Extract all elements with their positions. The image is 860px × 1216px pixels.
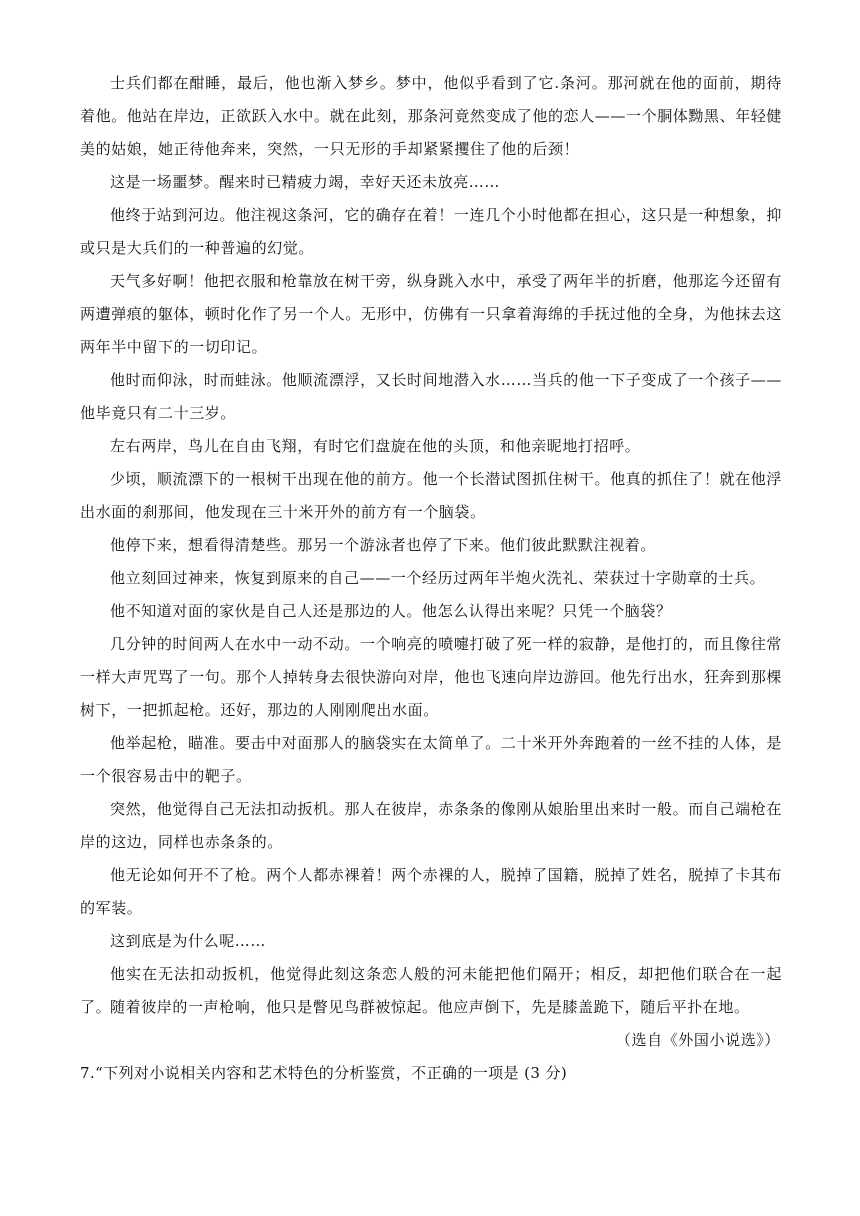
paragraph-stop: 他停下来，想看得清楚些。那另一个游泳者也停了下来。他们彼此默默注视着。 <box>110 536 657 554</box>
paragraph-swimming: 他时而仰泳，时而蛙泳。他顺流漂浮，又长时间地潜入水……当兵的他一下子变成了一个孩子——他毕竟只有二十三岁。 <box>80 371 782 422</box>
paragraph-nightmare: 这是一场噩梦。醒来时已精疲力竭，幸好天还未放亮…… <box>110 173 501 191</box>
paragraph-soldier-again: 他立刻回过神来，恢复到原来的自己——一个经历过两年半炮火洗礼、荣获过十字勋章的士兵。 <box>110 569 766 587</box>
paragraph-gunshot: 随着彼岸的一声枪响，他只是瞥见鸟群被惊起。他应声倒下，先是膝盖跪下，随后平扑在地。 <box>110 998 750 1016</box>
paragraph-which-side: 他不知道对面的家伙是自己人还是那边的人。他怎么认得出来呢？只凭一个脑袋？ <box>110 602 672 620</box>
paragraph-jump-in: 天气多好啊！他把衣服和枪靠放在树干旁，纵身跳入水中，承受了两年半的折磨，他那迄今还留有两遭弹痕的躯体，顿时化作了另一个人。无形中，仿佛有一只拿着海绵的手抚过他的全身，为他抹去这两年半中留下的一切印记。 <box>80 272 783 356</box>
paragraph-aim: 他举起枪，瞄准。要击中对面那人的脑袋实在太简单了。二十米开外奔跑着的一丝不挂的人体，是一个很容易击中的靶子。 <box>80 734 782 785</box>
paragraph-united: 他实在无法扣动扳机，他觉得此刻这条恋人般的河未能把他们隔开；相反，却把他们联合在一起了。 <box>80 965 782 1016</box>
paragraph-cannot-shoot: 突然，他觉得自己无法扣动扳机。那人在彼岸，赤条条的像刚从娘胎里出来时一般。而自己端枪在岸的这边，同样也赤条条的。 <box>80 800 782 851</box>
paragraph-riverbank: 他终于站到河边。他注视这条河，它的确存在着！一连几个小时他都在担心，这只是一种想象，抑或只是大兵们的一种普遍的幻觉。 <box>80 206 782 257</box>
question-7: 7.“下列对小说相关内容和艺术特色的分析鉴赏，不正确的一项是 (3 分) <box>80 1064 568 1082</box>
paragraph-naked: 他无论如何开不了枪。两个人都赤裸着！两个赤裸的人，脱掉了国籍，脱掉了姓名，脱掉了卡其布的军装。 <box>80 866 782 917</box>
paragraph-dream: 士兵们都在酣睡，最后，他也渐入梦乡。梦中，他似乎看到了它.条河。那河就在他的面前，期待着他。他站在岸边，正欲跃入水中。就在此刻，那条河竟然变成了他的恋人——一个胴体黝黑、年轻健美的姑娘，她正待他奔来，突然，一只无形的手却紧紧攫住了他的后颈！ <box>80 74 783 158</box>
paragraph-tree-trunk: 少顷，顺流漂下的一根树干出现在他的前方。他一个长潜试图抓住树干。他真的抓住了！就在他浮出水面的刹那间，他发现在三十米开外的前方有一个脑袋。 <box>80 470 782 521</box>
paragraph-sneeze: 几分钟的时间两人在水中一动不动。一个响亮的喷嚏打破了死一样的寂静，是他打的，而且像往常一样大声咒骂了一句。那个人掉转身去很快游向对岸，他也飞速向岸边游回。他先行出水，狂奔到那棵树下，一把抓起枪。还好，那边的人刚刚爬出水面。 <box>80 635 783 719</box>
paragraph-birds: 左右两岸，鸟儿在自由飞翔，有时它们盘旋在他的头顶，和他亲昵地打招呼。 <box>110 437 641 455</box>
paragraph-why: 这到底是为什么呢…… <box>110 932 267 950</box>
source-citation: （选自《外国小说选》） <box>615 1031 780 1049</box>
